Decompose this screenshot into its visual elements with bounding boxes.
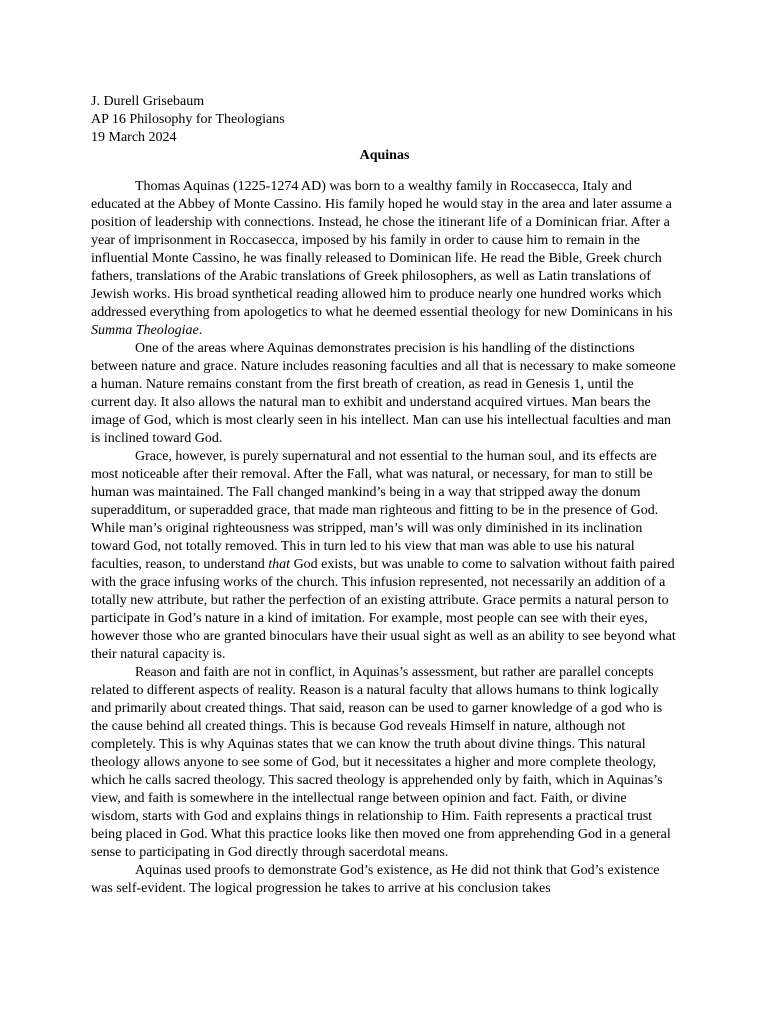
- paragraph-1-tail: .: [198, 323, 203, 338]
- paragraph-3-italic: that: [268, 557, 291, 572]
- paragraph-2: [91, 340, 676, 448]
- course-name: AP 16 Philosophy for Theologians: [91, 112, 285, 127]
- paragraph-1: [91, 178, 676, 340]
- paragraph-2-text: One of the areas where Aquinas demonstrates precision is his handling of the distinctions between nature and grace. Nature includes reasoning faculties and all that is necessary to make someone a human. Nature remains constant from the first breath of creation, as read in Genesis 1, until the current day. It also allows the natural man to exhibit and understand acquired virtues. Man bears the image of God, which is most clearly seen in his intellect. Man can use his intellectual faculties and man is inclined toward God.: [91, 341, 676, 446]
- paragraph-3: [91, 448, 676, 664]
- essay-title: Aquinas: [359, 148, 410, 163]
- essay-body: [91, 178, 676, 898]
- paragraph-4: [91, 664, 676, 862]
- paragraph-4-text: Reason and faith are not in conflict, in Aquinas’s assessment, but rather are parallel concepts related to different aspects of reality. Reason is a natural faculty that allows humans to think logically and primarily about created things. That said, reason can be used to garner knowledge of a god who is the cause behind all created things. This is because God reveals Himself in nature, although not completely. This is why Aquinas states that we can know the truth about divine things. This natural theology allows anyone to see some of God, but it necessitates a higher and more complete theology, which he calls sacred theology. This sacred theology is apprehended only by faith, which in Aquinas’s view, and faith is somewhere in the intellectual range between opinion and fact. Faith, or divine wisdom, starts with God and explains things in relationship to Him. Faith represents a practical trust being placed in God. What this practice looks like then moved one from apprehending God in a general sense to participating in God directly through sacerdotal means.: [91, 665, 671, 860]
- paragraph-5: [91, 862, 676, 898]
- paragraph-1-italic: Summa Theologiae: [91, 323, 199, 338]
- paragraph-3-text: Grace, however, is purely supernatural and not essential to the human soul, and its effects are most noticeable after their removal. After the Fall, what was natural, or necessary, for man to still be human was maintained. The Fall changed mankind’s being in a way that stripped away the donum superadditum, or superadded grace, that made man righteous and fitting to be in the presence of God. While man’s original righteousness was stripped, man’s will was only diminished in its inclination toward God, not totally removed. This in turn led to his view that man was able to use his natural faculties, reason, to understand: [91, 449, 659, 572]
- paragraph-3-tail: God exists, but was unable to come to salvation without faith paired with the grace infusing works of the church. This infusion represented, not necessarily an addition of a totally new attribute, but rather the perfection of an existing attribute. Grace permits a natural person to participate in God’s nature in a kind of imitation. For example, most people can see with their eyes, however those who are granted binoculars have their usual sight as well as an ability to see beyond what their natural capacity is.: [91, 557, 676, 662]
- paragraph-1-text: Thomas Aquinas (1225-1274 AD) was born to a wealthy family in Roccasecca, Italy and educated at the Abbey of Monte Cassino. His family hoped he would stay in the area and later assume a position of leadership with connections. Instead, he chose the itinerant life of a Dominican friar. After a year of imprisonment in Roccasecca, imposed by his family in order to cause him to remain in the influential Monte Cassino, he was finally released to Dominican life. He read the Bible, Greek church fathers, translations of the Arabic translations of Greek philosophers, as well as Latin translations of Jewish works. His broad synthetical reading allowed him to produce nearly one hundred works which addressed everything from apologetics to what he deemed essential theology for new Dominicans in his: [91, 179, 673, 320]
- date-line: 19 March 2024: [91, 130, 177, 145]
- author-name: J. Durell Grisebaum: [91, 94, 205, 109]
- paragraph-5-text: Aquinas used proofs to demonstrate God’s existence, as He did not think that God’s existence was self-evident. The logical progression he takes to arrive at his conclusion takes: [91, 863, 660, 896]
